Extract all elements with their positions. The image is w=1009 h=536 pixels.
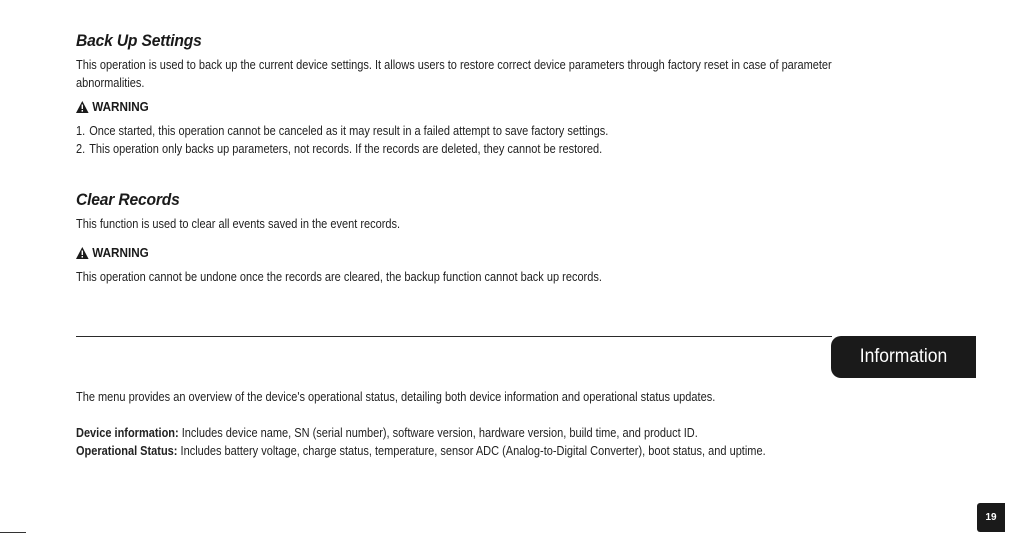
- page-number: 19: [977, 503, 1005, 532]
- clear-records-description: This function is used to clear all events saved in the event records.: [76, 217, 401, 231]
- device-information-line: [76, 424, 698, 442]
- device-information-text: Includes device name, SN (serial number), software version, hardware version, build time, and product ID.: [178, 426, 698, 440]
- list-number: 1.: [76, 124, 86, 138]
- warning-triangle-icon: [76, 247, 89, 259]
- device-information-label: Device information:: [76, 426, 179, 440]
- information-tab-label: Information: [859, 346, 948, 367]
- operational-status-label: Operational Status:: [76, 444, 178, 458]
- clear-records-title: Clear Records: [76, 190, 180, 209]
- information-intro: The menu provides an overview of the device's operational status, detailing both device information and operational status updates.: [76, 390, 716, 404]
- list-text: This operation only backs up parameters, not records. If the records are deleted, they cannot be restored.: [89, 142, 603, 156]
- backup-description-line1: This operation is used to back up the current device settings. It allows users to restore correct device parameters through factory reset in case of parameter: [76, 58, 832, 72]
- list-number: 2.: [76, 142, 86, 156]
- clear-warning-label: WARNING: [92, 245, 149, 260]
- clear-warning-text: This operation cannot be undone once the records are cleared, the backup function cannot back up records.: [76, 270, 602, 284]
- bottom-edge-line: [0, 532, 26, 533]
- backup-title: Back Up Settings: [76, 31, 202, 50]
- operational-status-text: Includes battery voltage, charge status, temperature, sensor ADC (Analog-to-Digital Converter), boot status, and uptime.: [177, 444, 766, 458]
- backup-warning-item-1: [76, 122, 608, 140]
- backup-warning-label: WARNING: [92, 99, 149, 114]
- information-section-tab: [831, 336, 976, 378]
- operational-status-line: [76, 442, 766, 460]
- backup-warning-item-2: [76, 140, 602, 158]
- list-text: Once started, this operation cannot be canceled as it may result in a failed attempt to save factory settings.: [89, 124, 609, 138]
- backup-warning-heading: [76, 99, 149, 114]
- warning-triangle-icon: [76, 101, 89, 113]
- section-divider: [76, 336, 832, 337]
- clear-warning-heading: [76, 245, 149, 260]
- backup-description-line2: abnormalities.: [76, 76, 145, 90]
